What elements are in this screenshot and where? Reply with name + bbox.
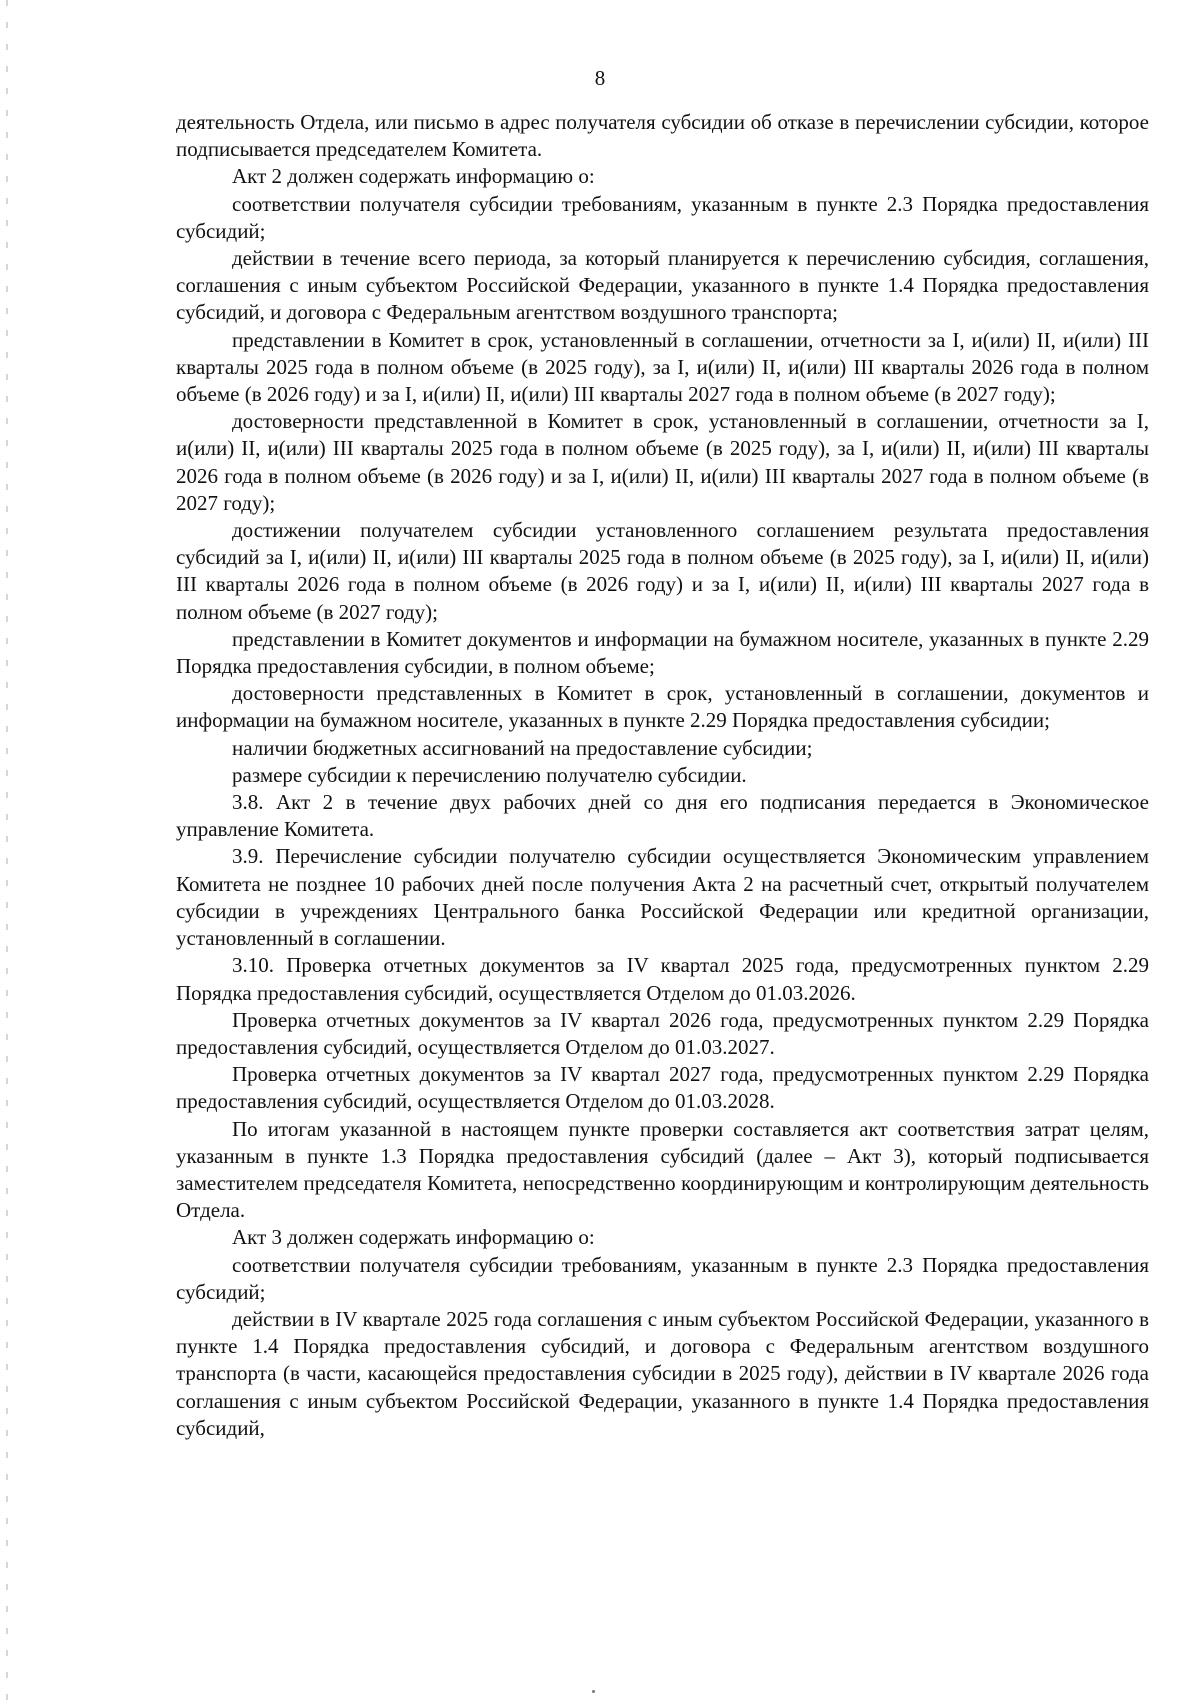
paragraph-act2-item: достижении получателем субсидии установленного соглашением результата предоставления субсидий за I, и(или) II, и(или) III кварталы 2025 года в полном объеме (в 2025 году), за I, и(или) II, и(или) III кварталы 2026 года в полном объеме (в 2026 году) и за I, и(или) II, и(или) III кварталы 2027 года в полном объеме (в 2027 году); <box>176 518 1149 624</box>
paragraph-act2-intro: Акт 2 должен содержать информацию о: <box>232 164 595 189</box>
paragraph-act2-item: размере субсидии к перечислению получателю субсидии. <box>232 762 747 787</box>
paragraph-act2-item: представлении в Комитет документов и информации на бумажном носителе, указанных в пункте 2.29 Порядка предоставления субсидии, в полном объеме; <box>176 626 1149 679</box>
paragraph-act3-definition: По итогам указанной в настоящем пункте проверки составляется акт соответствия затрат целям, указанным в пункте 1.3 Порядка предоставления субсидий (далее – Акт 3), который подписывается заместителем председателя Комитета, непосредственно координирующим и контролирующим деятельность Отдела. <box>176 1116 1149 1223</box>
paragraph-review-2027: Проверка отчетных документов за IV квартал 2027 года, предусмотренных пунктом 2.29 Порядка предоставления субсидий, осуществляется Отделом до 01.03.2028. <box>176 1062 1149 1114</box>
paragraph-clause-3-10: 3.10. Проверка отчетных документов за IV квартал 2025 года, предусмотренных пунктом 2.29 Порядка предоставления субсидий, осуществляется Отделом до 01.03.2026. <box>176 953 1149 1005</box>
paragraph-act3-item: действии в IV квартале 2025 года соглашения с иным субъектом Российской Федерации, указанного в пункте 1.4 Порядка предоставления субсидий, и договора с Федеральным агентством воздушного транспорта (в части, касающейся предоставления субсидии в 2025 году), действии в IV квартале 2026 года соглашения с иным субъектом Российской Федерации, указанного в пункте 1.4 Порядка предоставления субсидий, <box>176 1306 1149 1440</box>
scan-margin-artifact <box>6 0 8 1706</box>
paragraph-review-2026: Проверка отчетных документов за IV квартал 2026 года, предусмотренных пунктом 2.29 Порядка предоставления субсидий, осуществляется Отделом до 01.03.2027. <box>176 1007 1149 1059</box>
paragraph-continuation: деятельность Отдела, или письмо в адрес получателя субсидии об отказе в перечислении субсидии, которое подписывается председателем Комитета. <box>176 110 1149 162</box>
paragraph-clause-3-9: 3.9. Перечисление субсидии получателю субсидии осуществляется Экономическим управлением Комитета не позднее 10 рабочих дней после получения Акта 2 на расчетный счет, открытый получателем субсидии в учреждениях Центрального банка Российской Федерации или кредитной организации, установленный в соглашении. <box>176 844 1149 951</box>
paragraph-act2-item: достоверности представленных в Комитет в срок, установленный в соглашении, документов и информации на бумажном носителе, указанных в пункте 2.29 Порядка предоставления субсидии; <box>176 681 1149 733</box>
scan-dot-artifact <box>592 1690 595 1693</box>
document-body <box>176 109 1149 1442</box>
paragraph-act2-item: достоверности представленной в Комитет в срок, установленный в соглашении, отчетности за I, и(или) II, и(или) III кварталы 2025 года в полном объеме (в 2025 году), за I, и(или) II, и(или) III кварталы 2026 года в полном объеме (в 2026 году) и за I, и(или) II, и(или) III кварталы 2027 года в полном объеме (в 2027 году); <box>176 409 1149 515</box>
paragraph-act2-item: наличии бюджетных ассигнований на предоставление субсидии; <box>232 735 813 760</box>
paragraph-clause-3-8: 3.8. Акт 2 в течение двух рабочих дней со дня его подписания передается в Экономическое управление Комитета. <box>176 790 1149 842</box>
paragraph-act2-item: соответствии получателя субсидии требованиям, указанным в пункте 2.3 Порядка предоставления субсидий; <box>176 191 1149 243</box>
paragraph-act2-item: действии в течение всего периода, за который планируется к перечислению субсидия, соглашения, соглашения с иным субъектом Российской Федерации, указанного в пункте 1.4 Порядка предоставления субсидий, и договора с Федеральным агентством воздушного транспорта; <box>176 246 1149 325</box>
paragraph-act2-item: представлении в Комитет в срок, установленный в соглашении, отчетности за I, и(или) II, и(или) III кварталы 2025 года в полном объеме (в 2025 году), за I, и(или) II, и(или) III кварталы 2026 года в полном объеме (в 2026 году) и за I, и(или) II, и(или) III кварталы 2027 года в полном объеме (в 2027 году); <box>176 327 1149 407</box>
paragraph-act3-intro: Акт 3 должен содержать информацию о: <box>232 1225 595 1250</box>
paragraph-act3-item: соответствии получателя субсидии требованиям, указанным в пункте 2.3 Порядка предоставления субсидий; <box>176 1252 1149 1304</box>
page-number: 8 <box>594 66 606 90</box>
